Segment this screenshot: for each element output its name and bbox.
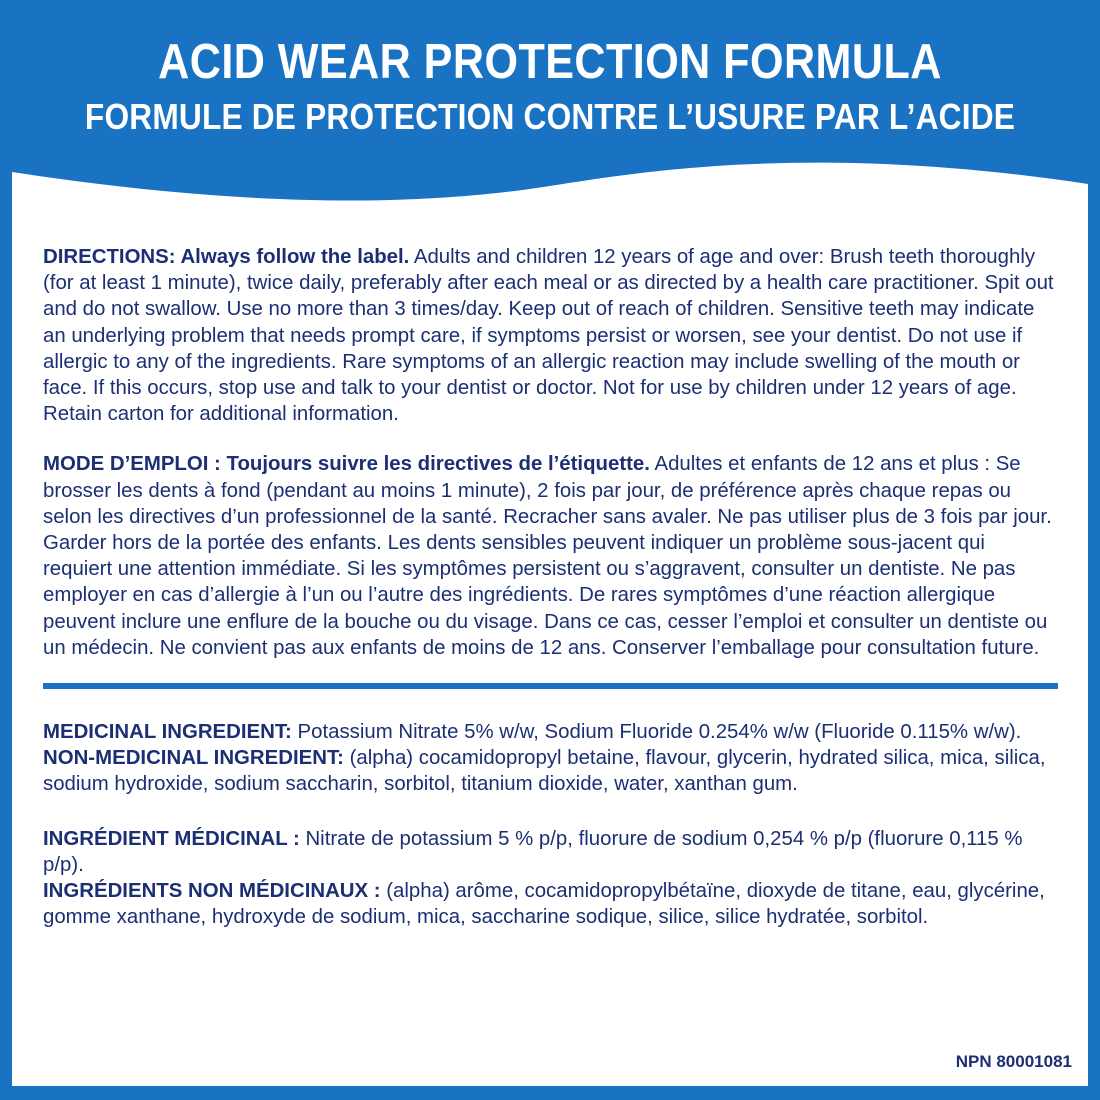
spacer <box>43 689 1058 719</box>
npn-number: NPN 80001081 <box>955 1052 1072 1071</box>
directions-english-text: Adults and children 12 years of age and over: Brush teeth thoroughly (for at least 1 minute), twice daily, preferably after each meal or as directed by a health care practitioner. Spit out and do not swallow. Use no more than 3 times/day. Keep out of reach of children. Sensitive teeth may indicate an underlying problem that needs prompt care, if symptoms persist or worsen, see your dentist. Do not use if allergic to any of the ingredients. Rare symptoms of an allergic reaction may include swelling of the mouth or face. If this occurs, stop use and talk to your dentist or doctor. Not for use by children under 12 years of age. Retain carton for additional information. <box>43 246 1054 426</box>
non-medicinal-ingredient-french-label: INGRÉDIENTS NON MÉDICINAUX : <box>43 880 381 903</box>
directions-english-label: DIRECTIONS: Always follow the label. <box>43 246 410 268</box>
medicinal-ingredient-english <box>43 719 1058 745</box>
label-content <box>43 244 1058 930</box>
directions-french-label: MODE D’EMPLOI : Toujours suivre les directives de l’étiquette. <box>43 453 650 476</box>
non-medicinal-ingredient-english-label: NON-MEDICINAL INGREDIENT: <box>43 747 344 770</box>
medicinal-ingredient-english-text: Potassium Nitrate 5% w/w, Sodium Fluoride 0.254% w/w (Fluoride 0.115% w/w). <box>291 721 1022 744</box>
title-english: ACID WEAR PROTECTION FORMULA <box>158 35 942 89</box>
non-medicinal-ingredient-english-text: (alpha) cocamidopropyl betaine, flavour, glycerin, hydrated silica, mica, silica, sodium hydroxide, sodium saccharin, sorbitol, titanium dioxide, water, xanthan gum. <box>43 747 1046 796</box>
medicinal-ingredient-english-label: MEDICINAL INGREDIENT: <box>43 721 292 744</box>
medicinal-ingredient-french-text: Nitrate de potassium 5 % p/p, fluorure de sodium 0,254 % p/p (fluorure 0,115 % p/p). <box>43 827 1023 876</box>
non-medicinal-ingredient-french <box>43 878 1058 930</box>
non-medicinal-ingredient-french-text: (alpha) arôme, cocamidopropylbétaïne, dioxyde de titane, eau, glycérine, gomme xanthane, hydroxyde de sodium, mica, saccharine sodique, silice, silice hydratée, sorbitol. <box>43 880 1045 929</box>
medicinal-ingredient-french-label: INGRÉDIENT MÉDICINAL : <box>43 827 300 850</box>
directions-french <box>43 451 1058 661</box>
directions-french-text: Adultes et enfants de 12 ans et plus : Se brosser les dents à fond (pendant au moins 1 minute), 2 fois par jour, de préférence après chaque repas ou selon les directives d’un professionnel de la santé. Recracher sans avaler. Ne pas utiliser plus de 3 fois par jour. Garder hors de la portée des enfants. Les dents sensibles peuvent indiquer un problème sous-jacent qui requiert une attention immédiate. Si les symptômes persistent ou s’aggravent, consulter un dentiste. Ne pas employer en cas d’allergie à l’un ou l’autre des ingrédients. De rares symptômes d’une réaction allergique peuvent inclure une enflure de la bouche ou du visage. Dans ce cas, cesser l’emploi et consulter un dentiste ou un médecin. Ne convient pas aux enfants de moins de 12 ans. Conserver l’emballage pour consultation future. <box>43 453 1052 659</box>
non-medicinal-ingredient-english <box>43 745 1058 797</box>
directions-english <box>43 244 1058 427</box>
title-french: FORMULE DE PROTECTION CONTRE L’USURE PAR L’ACIDE <box>84 96 1016 137</box>
spacer <box>43 427 1058 451</box>
spacer <box>43 798 1058 826</box>
medicinal-ingredient-french <box>43 826 1058 878</box>
spacer <box>43 661 1058 683</box>
